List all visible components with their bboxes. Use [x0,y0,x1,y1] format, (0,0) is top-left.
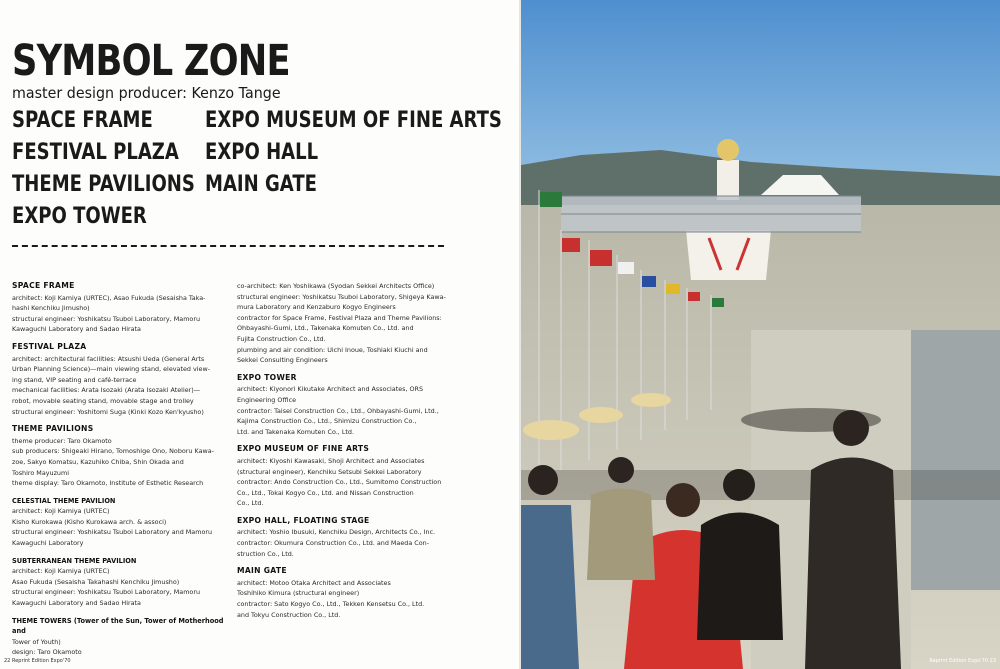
credit-line: contractor for Space Frame, Festival Plaza and Theme Pavilions: [237,313,442,322]
credit-line: Ltd. and Takenaka Komuten Co., Ltd. [237,427,354,436]
credit-heading: SUBTERRANEAN THEME PAVILION [12,556,137,565]
zone-space-frame: SPACE FRAME [12,108,153,133]
expo-photograph [521,0,1000,669]
credit-line: structural engineer: Yoshikatsu Tsuboi Laboratory, Mamoru [12,588,201,597]
dashed-divider [12,245,444,247]
folio-left: 22 Reprint Edition Expo'70 [4,658,71,664]
credit-line: Ohbayashi-Gumi, Ltd., Takenaka Komuten Co., Ltd. and [237,324,414,333]
credit-entry [12,424,224,489]
credit-entry [12,496,224,549]
credit-heading: MAIN GATE [237,566,287,576]
credit-line: Kawaguchi Laboratory [12,539,84,548]
credit-line: architect: Koji Kamiya (URTEC) [12,567,110,576]
credits-column-left [12,281,224,665]
zone-main-gate: MAIN GATE [205,172,318,197]
zone-festival-plaza: FESTIVAL PLAZA [12,140,179,165]
credit-line: Co., Ltd., Tokai Kogyo Co., Ltd. and Nissan Construction [237,488,414,497]
credit-heading: THEME TOWERS (Tower of the Sun, Tower of Motherhood and [12,616,224,636]
credit-heading: CELESTIAL THEME PAVILION [12,496,116,505]
credit-line: architect: Yoshio Ibusuki, Kenchiku Design, Architects Co., Inc. [237,528,436,537]
space-frame [561,196,861,232]
zone-expo-hall: EXPO HALL [205,140,319,165]
credit-entry [237,281,449,366]
credit-line: Toshihiko Kimura (structural engineer) [237,589,360,598]
credit-entry [12,616,224,658]
credit-line: Co., Ltd. [237,499,264,508]
page-title: SYMBOL ZONE [12,36,290,86]
credit-entry [237,373,449,438]
credit-line: design: Taro Okamoto [12,648,82,657]
credit-heading: EXPO MUSEUM OF FINE ARTS [237,444,370,454]
zone-theme-pavilions: THEME PAVILIONS [12,172,195,197]
credit-line: Kawaguchi Laboratory and Sadao Hirata [12,599,141,608]
credit-heading: EXPO TOWER [237,372,297,382]
credit-entry [12,342,224,417]
credit-line: contractor: Okumura Construction Co., Ltd. and Maeda Con- [237,539,429,548]
credit-line: Urban Planning Science)—main viewing stand, elevated view- [12,365,211,374]
credit-entry [237,516,449,559]
credit-line: structural engineer: Yoshikatsu Tsuboi Laboratory, Shigeya Kawa- [237,292,446,301]
credit-line: theme producer: Taro Okamoto [12,436,112,445]
credit-line: contractor: Ando Construction Co., Ltd., Sumitomo Construction [237,478,442,487]
credit-line: Engineering Office [237,395,297,404]
credit-line: Asao Fukuda (Sesaisha Takahashi Kenchiku Jimusho) [12,577,180,586]
credit-line: and Tokyu Construction Co., Ltd. [237,610,341,619]
credit-line: architect: architectural facilities: Atsushi Ueda (General Arts [12,354,205,363]
credit-line: co-architect: Ken Yoshikawa (Syodan Sekkei Architects Office) [237,282,435,290]
credit-entry [237,566,449,620]
credit-entry [237,444,449,509]
credit-line: structural engineer: Yoshikatsu Tsuboi Laboratory, Mamoru [12,314,201,323]
zone-expo-museum: EXPO MUSEUM OF FINE ARTS [205,108,502,133]
right-structure [911,330,1000,590]
folio-right: Reprint Edition Expo'70 23 [929,658,996,664]
credit-line: contractor: Taisei Construction Co., Ltd., Ohbayashi-Gumi, Ltd., [237,406,439,415]
credit-line: hashi Kenchiku Jimusho) [12,304,90,313]
credit-line: structural engineer: Yoshitomi Suga (Kinki Kozo Ken'kyusho) [12,407,204,416]
credit-heading: THEME PAVILIONS [12,424,94,434]
sky [521,0,1000,180]
credit-line: robot, movable seating stand, movable stage and trolley [12,396,194,405]
credit-line: ing stand, VIP seating and café-terrace [12,375,137,384]
credit-line: (structural engineer), Kenchiku Setsubi Sekkei Laboratory [237,467,422,476]
credit-line: architect: Koji Kamiya (URTEC) [12,507,110,516]
credit-line: sub producers: Shigeaki Hirano, Tomoshige Ono, Noboru Kawa- [12,447,214,456]
credit-line: Sekkei Consulting Engineers [237,356,328,365]
credit-line: mechanical facilities: Arata Isozaki (Arata Isozaki Atelier)— [12,386,201,395]
credit-heading: FESTIVAL PLAZA [12,341,87,351]
credit-line: architect: Motoo Otaka Architect and Associates [237,578,391,587]
credit-line: Kawaguchi Laboratory and Sadao Hirata [12,325,141,334]
credit-line: zoe, Sakyo Komatsu, Kazuhiko Chiba, Shin Okada and [12,457,184,466]
credit-entry [12,556,224,609]
credit-line: architect: Kiyonori Kikutake Architect and Associates, ORS [237,385,424,394]
zone-expo-tower: EXPO TOWER [12,204,147,229]
credit-line: theme display: Taro Okamoto, Institute of Esthetic Research [12,479,204,488]
credit-line: plumbing and air condition: Uichi Inoue, Toshiaki Kiuchi and [237,345,428,354]
credit-line: struction Co., Ltd. [237,549,294,558]
credit-line: architect: Koji Kamiya (URTEC), Asao Fukuda (Sesaisha Taka- [12,293,206,302]
credit-line: Kisho Kurokawa (Kisho Kurokawa arch. & associ) [12,517,167,526]
credit-line: contractor: Sato Kogyo Co., Ltd., Tekken Kensetsu Co., Ltd. [237,600,425,609]
credit-line: Tower of Youth) [12,637,61,646]
credit-line: Toshiro Mayuzumi [12,468,69,477]
credit-line: mura Laboratory and Kenzaburo Kogyo Engineers [237,303,396,312]
credit-heading: SPACE FRAME [12,281,75,290]
credit-line: Kajima Construction Co., Ltd., Shimizu Construction Co., [237,417,417,426]
producer-credit: master design producer: Kenzo Tange [12,84,281,102]
right-page [521,0,1000,669]
credits-column-right [237,281,449,627]
credit-line: structural engineer: Yoshikatsu Tsuboi Laboratory and Mamoru [12,528,213,537]
credit-heading: EXPO HALL, FLOATING STAGE [237,515,370,525]
credit-line: architect: Kiyoshi Kawasaki, Shoji Architect and Associates [237,456,425,465]
credit-entry [12,281,224,335]
credit-line: Fujita Construction Co., Ltd. [237,334,326,343]
